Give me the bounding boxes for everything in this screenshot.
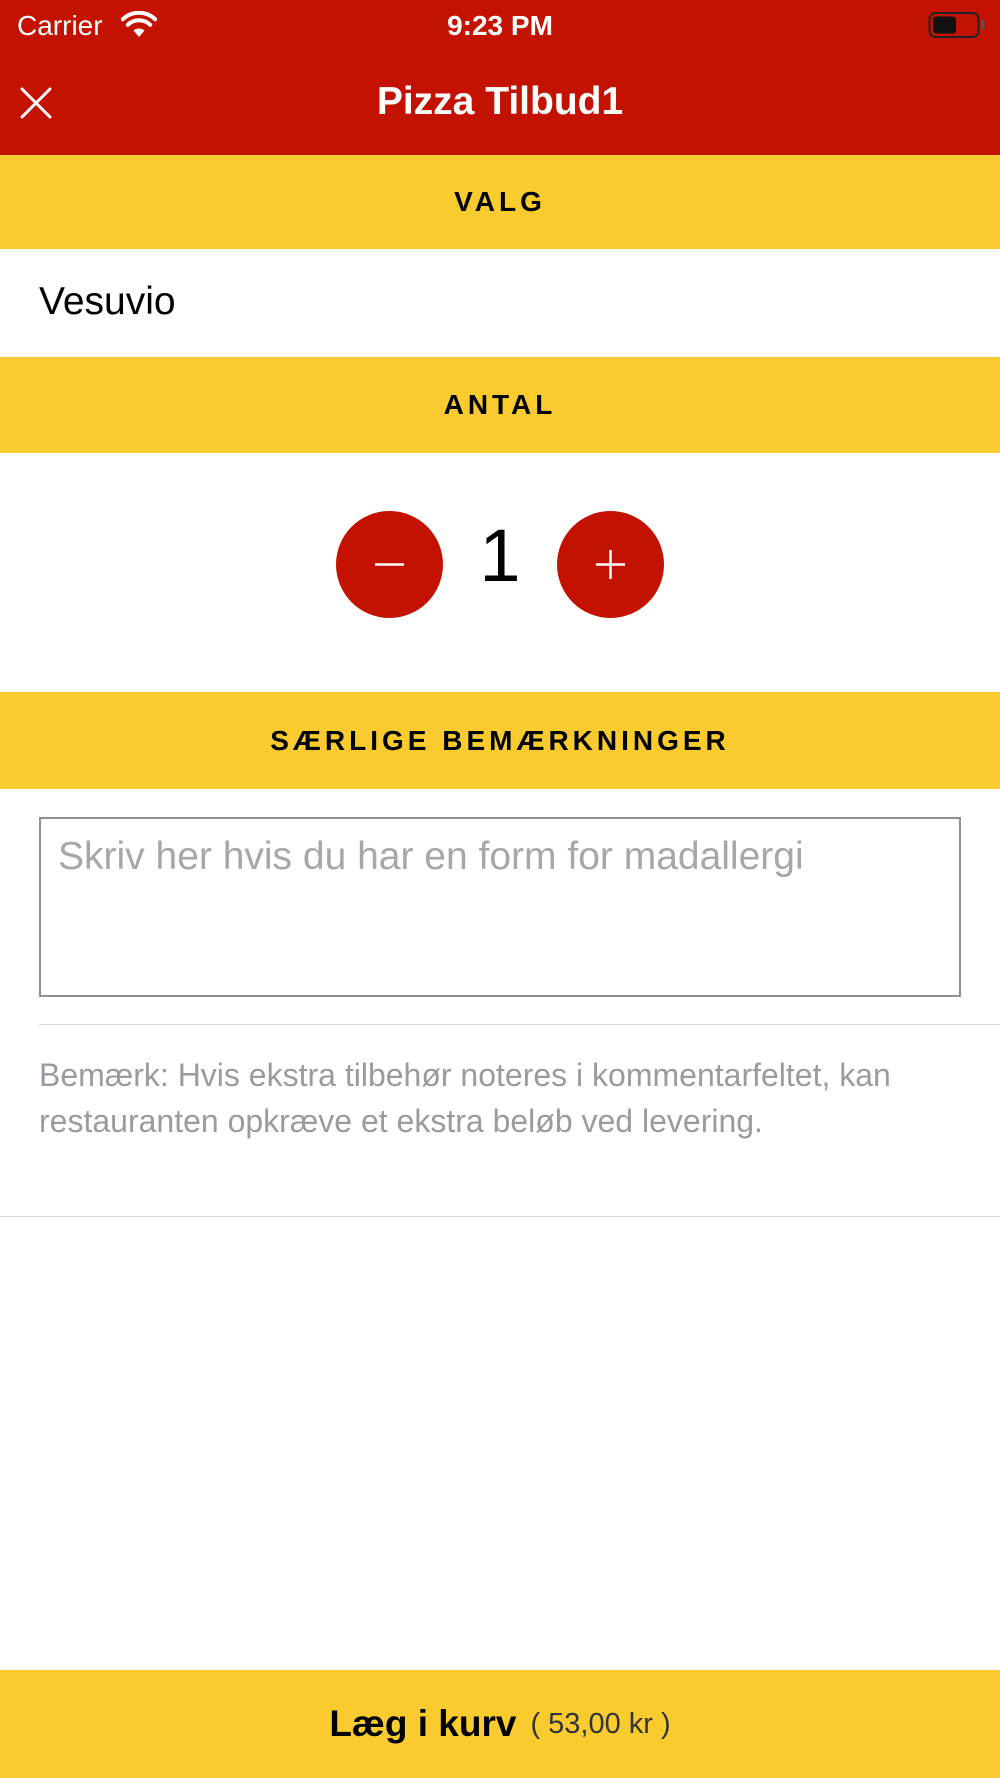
choice-option-label[interactable]: Vesuvio xyxy=(39,280,176,323)
minus-icon xyxy=(336,511,443,618)
section-header-quantity xyxy=(0,357,1000,453)
remarks-field[interactable] xyxy=(39,817,961,997)
add-to-cart-label: Læg i kurv xyxy=(329,1703,517,1744)
section-header-choice-label: VALG xyxy=(454,186,546,217)
page-title: Pizza Tilbud1 xyxy=(376,80,624,123)
plus-icon xyxy=(557,511,664,618)
status-time: 9:23 PM xyxy=(447,10,553,41)
quantity-value: 1 xyxy=(479,514,521,597)
divider xyxy=(39,1024,1000,1025)
status-bar xyxy=(0,0,1000,50)
section-header-remarks xyxy=(0,692,1000,789)
increase-quantity-button[interactable] xyxy=(557,511,664,618)
remarks-note: Bemærk: Hvis ekstra tilbehør noteres i kommentarfeltet, kan restauranten opkræve et ekstra beløb ved levering. xyxy=(39,1057,891,1139)
header-bar xyxy=(0,0,1000,155)
carrier-label: Carrier xyxy=(17,10,103,41)
cart-price: ( 53,00 kr ) xyxy=(530,1707,671,1740)
divider xyxy=(0,1216,1000,1217)
decrease-quantity-button[interactable] xyxy=(336,511,443,618)
remarks-input[interactable] xyxy=(41,819,959,995)
section-header-remarks-label: SÆRLIGE BEMÆRKNINGER xyxy=(270,724,730,756)
section-header-quantity-label: ANTAL xyxy=(443,389,557,420)
battery-icon xyxy=(928,11,986,39)
section-header-choice xyxy=(0,155,1000,249)
add-to-cart-button[interactable] xyxy=(0,1670,1000,1778)
